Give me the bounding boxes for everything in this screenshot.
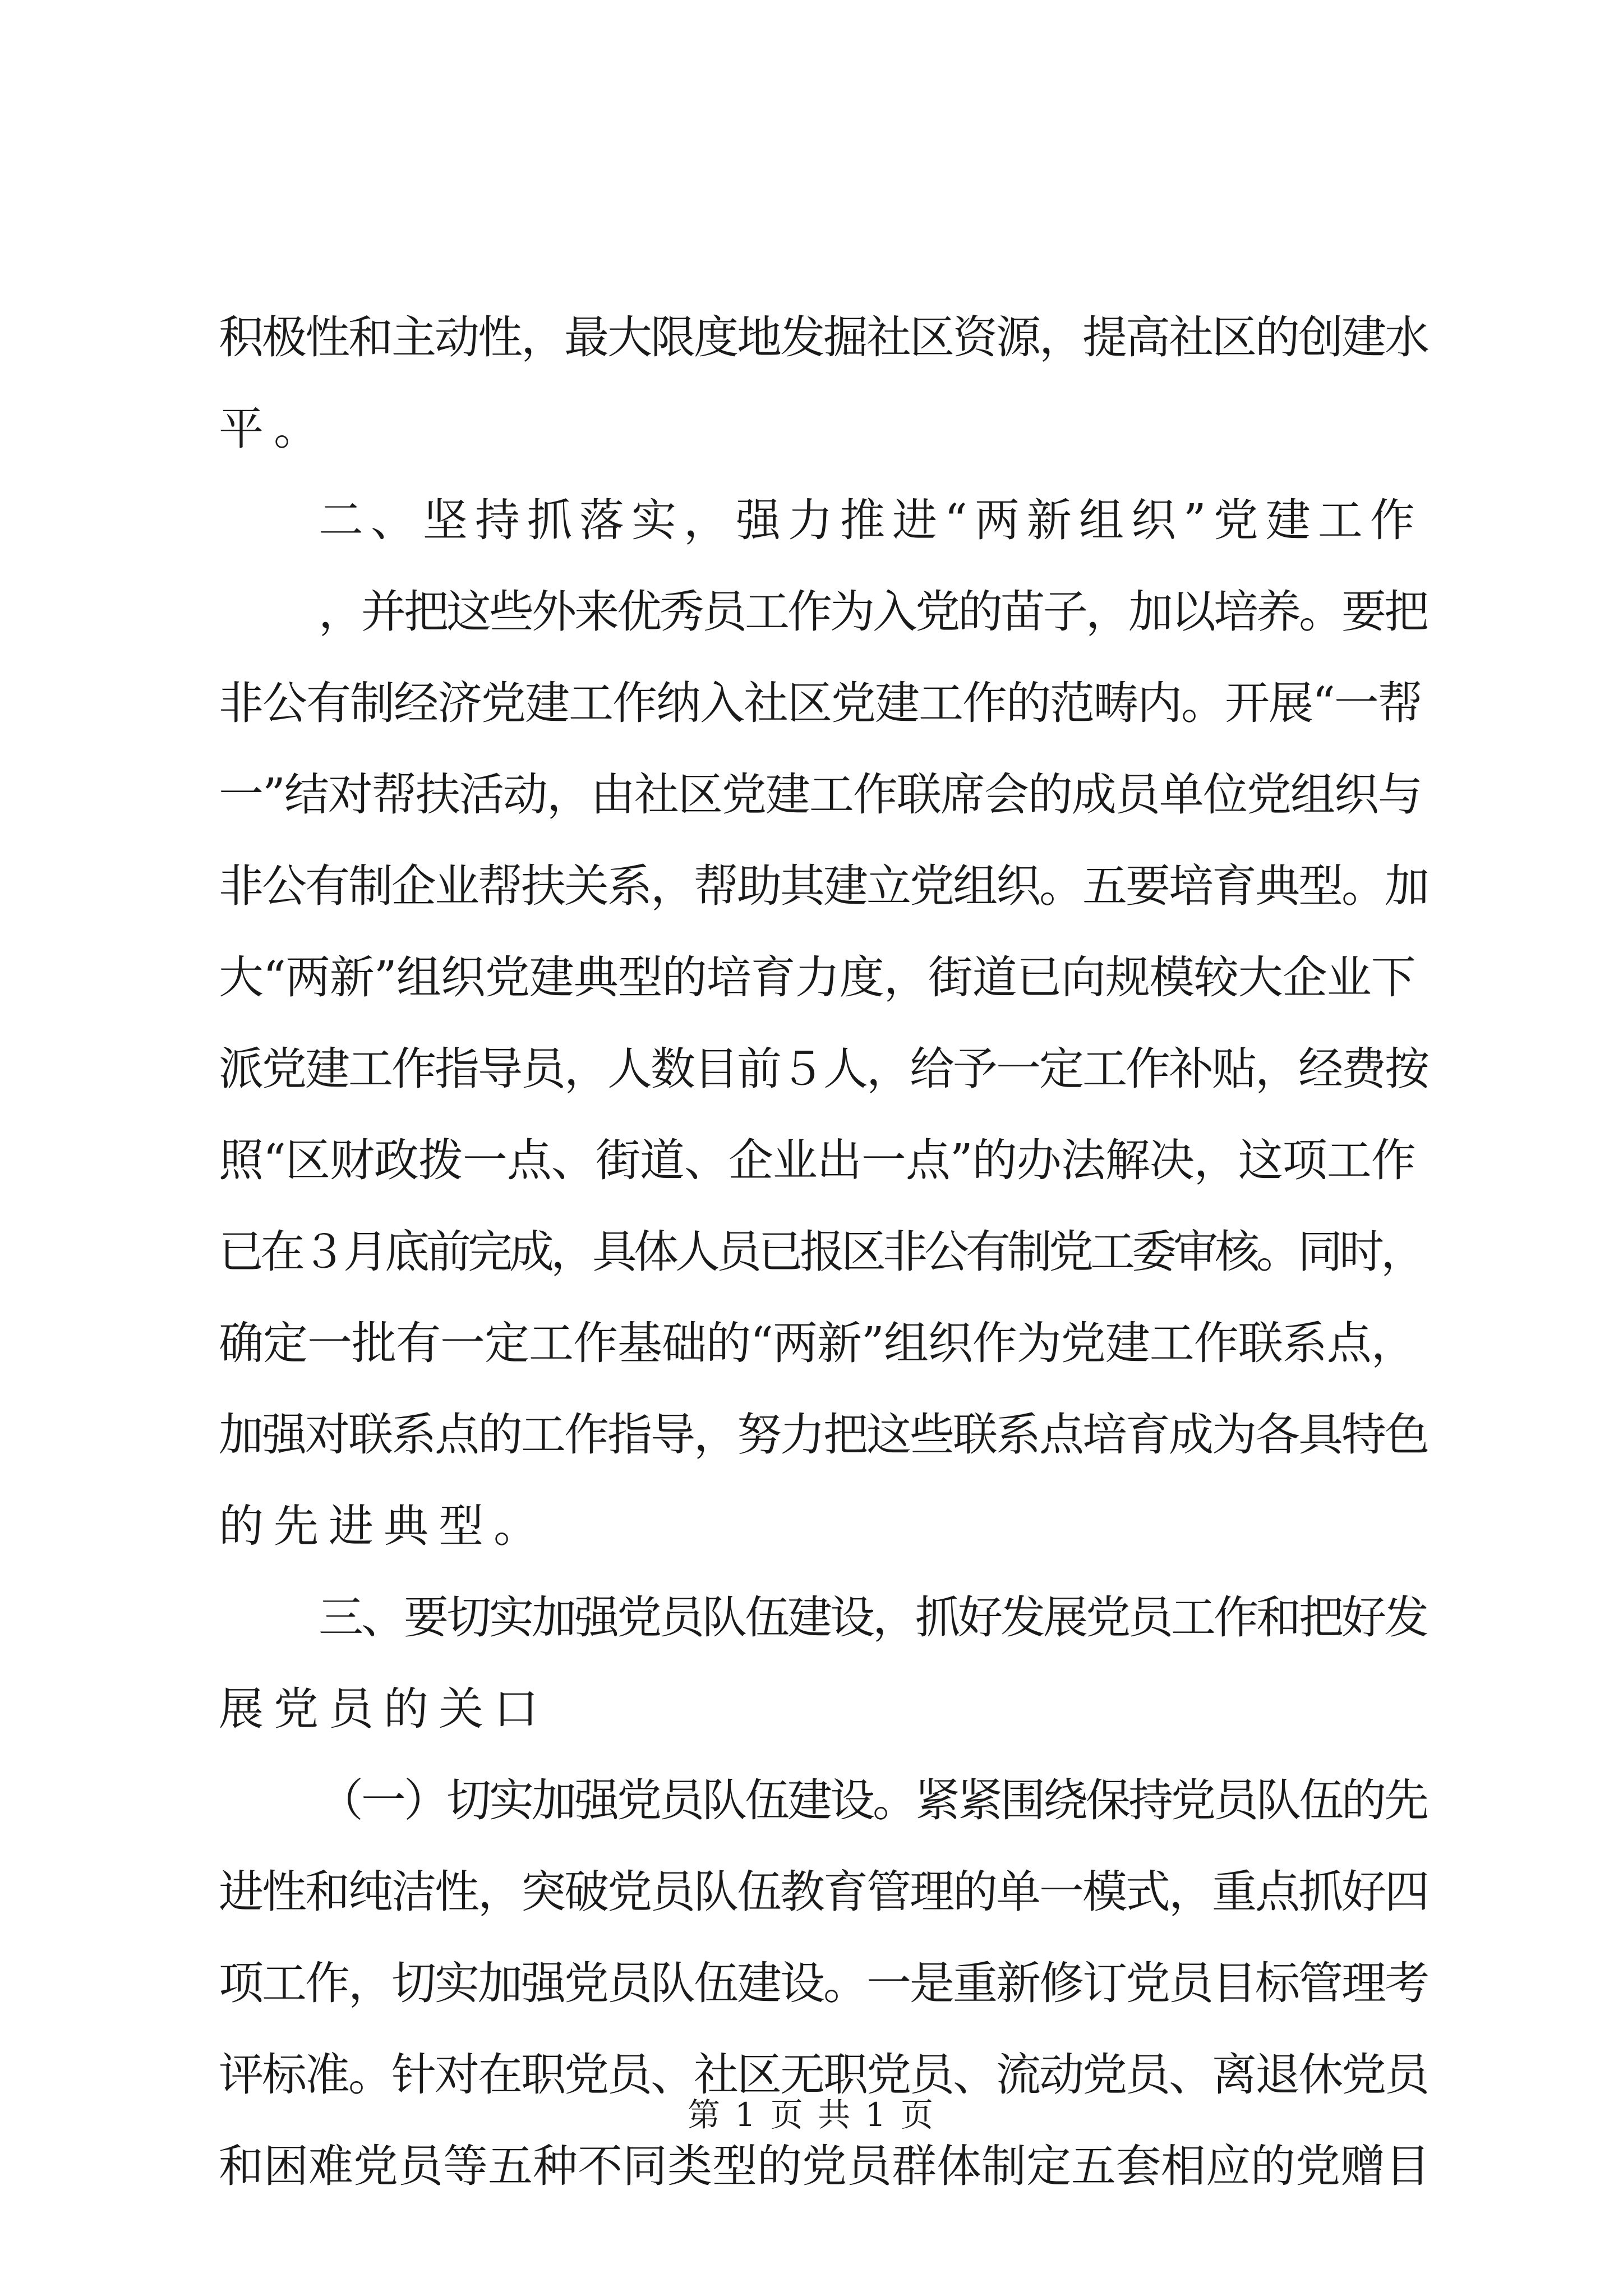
text-line: 派党建工作指导员，人数目前５人，给予一定工作补贴，经费按	[219, 1043, 1428, 1095]
page-footer: 第 1 页 共 1 页	[688, 2096, 935, 2134]
text-line: 积极性和主动性，最大限度地发掘社区资源，提高社区的创建水	[219, 311, 1428, 364]
text-line: 进性和纯洁性，突破党员队伍教育管理的单一模式，重点抓好四	[219, 1866, 1428, 1918]
document-body	[219, 292, 1430, 2212]
text-line: 非公有制经济党建工作纳入社区党建工作的范畴内。开展“一帮	[219, 677, 1422, 729]
text-line: 项工作，切实加强党员队伍建设。一是重新修订党员目标管理考	[219, 1957, 1428, 2009]
text-line: 平。	[219, 403, 329, 455]
text-line: 一”结对帮扶活动，由社区党建工作联席会的成员单位党组织与	[219, 769, 1422, 821]
text-line: 的先进典型。	[219, 1500, 548, 1552]
text-line: 确定一批有一定工作基础的“两新”组织作为党建工作联系点，	[219, 1317, 1415, 1369]
text-line: 和困难党员等五种不同类型的党员群体制定五套相应的党赠目	[219, 2140, 1430, 2192]
text-line: 三、要切实加强党员队伍建设，抓好发展党员工作和把好发	[319, 1591, 1427, 1644]
text-line: 非公有制企业帮扶关系，帮助其建立党组织。五要培育典型。加	[219, 860, 1428, 912]
text-line: 已在３月底前完成，具体人员已报区非公有制党工委审核。同时，	[219, 1226, 1422, 1278]
text-line: ，并把这些外来优秀员工作为入党的苗子，加以培养。要把	[319, 586, 1427, 638]
text-line: 展党员的关口	[219, 1683, 548, 1735]
text-line: 大“两新”组织党建典型的培育力度，街道已向规模较大企业下	[219, 951, 1415, 1004]
text-line: 评标准。针对在职党员、社区无职党员、流动党员、离退休党员	[219, 2049, 1428, 2101]
text-line: 照“区财政拨一点、街道、企业出一点”的办法解决，这项工作	[219, 1134, 1415, 1186]
text-line: 加强对联系点的工作指导，努力把这些联系点培育成为各具特色	[219, 1409, 1428, 1461]
text-line: 二、坚持抓落实，强力推进“两新组织”党建工作	[319, 494, 1422, 546]
text-line: （一）切实加强党员队伍建设。紧紧围绕保持党员队伍的先	[319, 1774, 1427, 1826]
